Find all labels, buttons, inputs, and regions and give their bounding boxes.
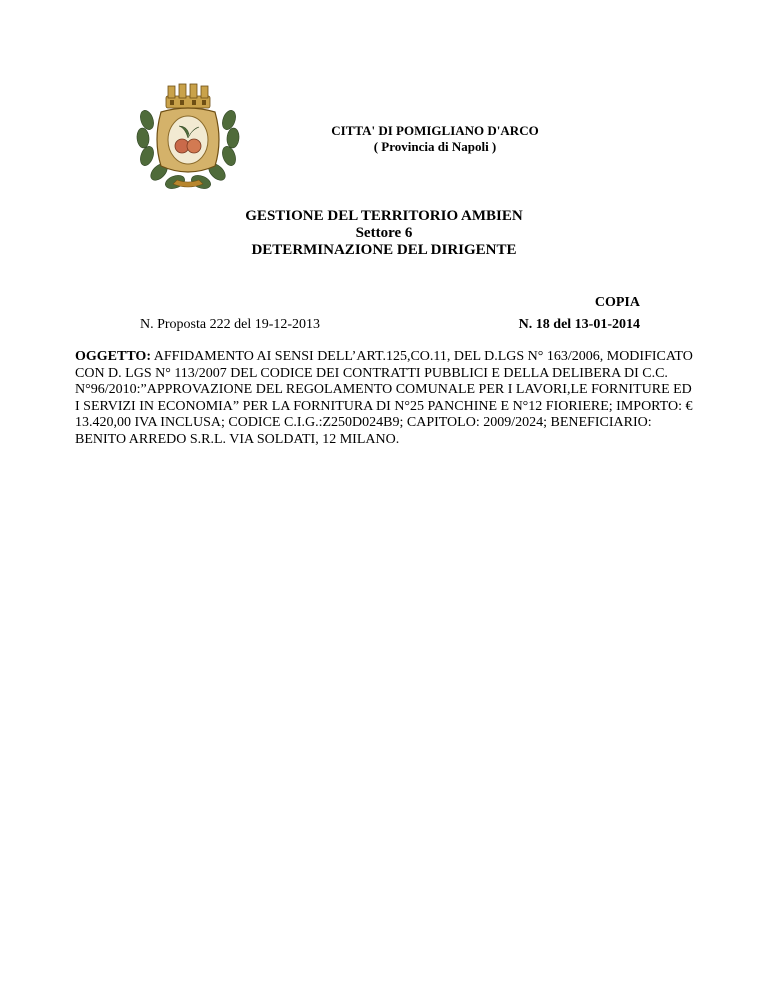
province-name: ( Provincia di Napoli ) <box>373 139 497 154</box>
copy-label: COPIA <box>594 295 640 310</box>
sector-title: Settore 6 <box>355 225 413 241</box>
issuer-block <box>290 123 580 155</box>
proposal-number: N. Proposta 222 del 19-12-2013 <box>140 317 321 332</box>
subject-label: OGGETTO: <box>75 349 151 364</box>
city-coat-of-arms-icon <box>133 80 243 192</box>
document-title-block <box>170 208 598 259</box>
document-type-title: DETERMINAZIONE DEL DIRIGENTE <box>251 242 517 258</box>
subject-text: AFFIDAMENTO AI SENSI DELL’ART.125,CO.11, DEL D.LGS N° 163/2006, MODIFICATO CON D. LGS N° 113/2007 DEL CODICE DEI CONTRATTI PUBBLICI E DELLA DELIBERA DI C.C. N°96/2010:”APPROVAZIONE DEL REGOLAMENTO COMUNALE PER I LAVORI,LE FORNITURE ED I SERVIZI IN ECONOMIA” PER LA FORNITURA DI N°25 PANCHINE E N°12 FIORIERE; IMPORTO: € 13.420,00 IVA INCLUSA; CODICE C.I.G.:Z250D024B9; CAPITOLO: 2009/2024; BENEFICIARIO: BENITO ARREDO S.R.L. VIA SOLDATI, 12 MILANO. <box>75 349 693 447</box>
subject-paragraph <box>75 349 699 448</box>
determination-number: N. 18 del 13-01-2014 <box>518 317 640 332</box>
city-name: CITTA' DI POMIGLIANO D'ARCO <box>331 123 539 138</box>
department-title: GESTIONE DEL TERRITORIO AMBIEN <box>245 208 523 224</box>
